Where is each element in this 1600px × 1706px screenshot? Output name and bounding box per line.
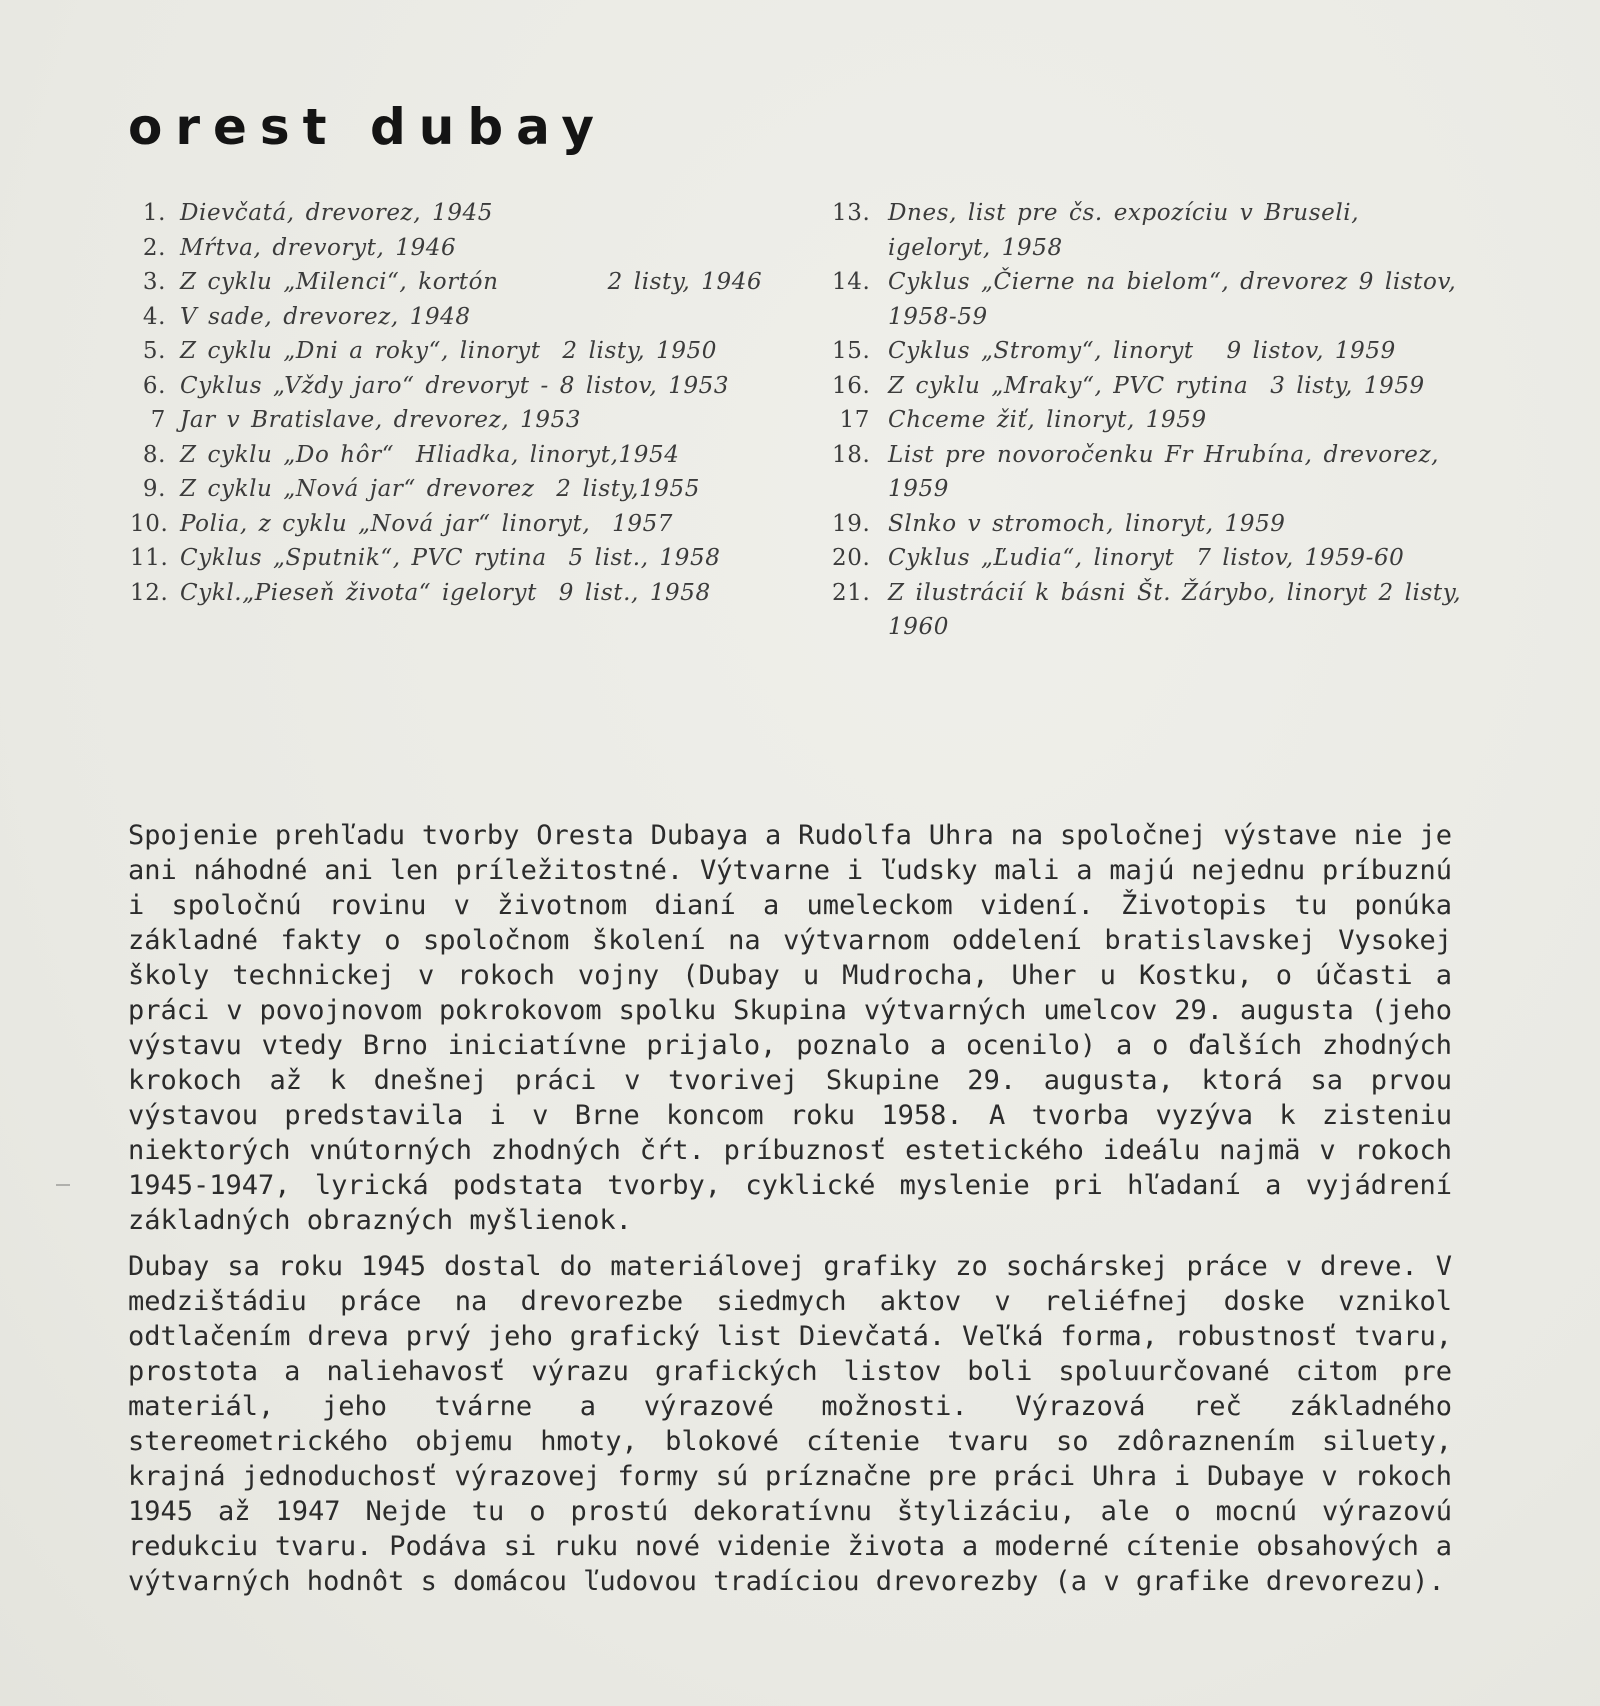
catalog-item-number: 2. (142, 234, 166, 261)
catalog-item-number: 18. (832, 441, 871, 468)
catalog-item (130, 507, 790, 542)
catalog-item-text: Cyklus „Stromy“, linoryt 9 listov, 1959 (888, 338, 1396, 364)
catalog-item-text: Cyklus „Vždy jaro“ drevoryt - 8 listov, 1953 (180, 372, 730, 399)
catalog-item (130, 576, 790, 611)
catalog-item (130, 403, 790, 438)
catalog-item (130, 300, 790, 335)
body-paragraph-2: Dubay sa roku 1945 dostal do materiálovej grafiky zo sochárskej práce v dreve. V medzištádiu práce na drevorezbe siedmych aktov v reliéfnej doske vznikol odtlačením dreva prvý jeho grafický list Dievčatá. Veľká forma, robustnosť tvaru, prostota a naliehavosť výrazu grafických listov boli spoluurčované citom pre materiál, jeho tvárne a výrazové možnosti. Výrazová reč základného stereometrického objemu hmoty, blokové cítenie tvaru so zdôraznením siluety, krajná jednoduchosť výrazovej formy sú príznačne pre práci Uhra i Dubaye v rokoch 1945 až 1947 Nejde tu o prostú dekoratívnu štylizáciu, ale o mocnú výrazovú redukciu tvaru. Podáva si ruku nové videnie života a moderné cítenie obsahových a výtvarných hodnôt s domácou ľudovou tradíciou drevorezby (a v grafike drevorezu). (128, 1251, 1452, 1597)
catalog-item-text: Z cyklu „Dni a roky“, linoryt 2 listy, 1950 (180, 338, 718, 364)
catalog-item-text: Cyklus „Ľudia“, linoryt 7 listov, 1959-60 (888, 545, 1405, 571)
catalog-item-text: Dnes, list pre čs. expozíciu v Bruseli, igeloryt, 1958 (888, 200, 1371, 261)
catalog-item (130, 472, 790, 507)
catalog-item-text: Cyklus „Čierne na bielom“, drevorez 9 listov, 1958-59 (888, 269, 1468, 330)
catalog-item-text: Chceme žiť, linoryt, 1959 (888, 407, 1207, 433)
catalog-item (832, 576, 1472, 645)
catalog-item-text: V sade, drevorez, 1948 (180, 303, 471, 330)
catalog-item-number: 11. (130, 545, 169, 571)
catalog-item (832, 507, 1472, 542)
catalog-item-text: Z cyklu „Do hôr“ Hliadka, linoryt,1954 (180, 441, 680, 468)
catalog-item-number: 7 (150, 407, 166, 433)
catalog-item-number: 3. (142, 269, 166, 295)
catalog-item (832, 403, 1472, 438)
catalog-item-text: Polia, z cyklu „Nová jar“ linoryt, 1957 (180, 510, 674, 537)
catalog-item-number: 12. (130, 579, 169, 606)
catalog-item-text: Z cyklu „Milenci“, kortón 2 listy, 1946 (180, 269, 763, 295)
page-title: orest dubay (128, 98, 607, 156)
catalog-item (130, 231, 790, 266)
catalog-item (832, 369, 1472, 404)
catalog-item-number: 21. (832, 579, 871, 606)
catalog-item-number: 4. (142, 303, 166, 330)
catalog-item-number: 6. (142, 372, 166, 399)
scan-margin-mark (56, 1184, 70, 1186)
catalog-item-number: 14. (832, 269, 871, 295)
catalog-item-number: 5. (142, 338, 166, 364)
catalog-item (130, 265, 790, 300)
catalog-item (832, 334, 1472, 369)
catalog-item-number: 17 (839, 407, 870, 433)
catalog-item (832, 196, 1472, 265)
catalog-item-number: 15. (832, 338, 871, 364)
catalog-item-text: Jar v Bratislave, drevorez, 1953 (180, 407, 582, 433)
catalog-item-number: 13. (832, 200, 871, 226)
catalog-item-text: Z cyklu „Nová jar“ drevorez 2 listy,1955 (180, 476, 700, 502)
catalog-item (832, 265, 1472, 334)
catalog-item-text: Cyklus „Sputnik“, PVC rytina 5 list., 1958 (180, 545, 721, 571)
catalog-item-number: 9. (142, 476, 166, 502)
catalog-item-text: List pre novoročenku Fr Hrubína, drevorez, 1959 (888, 441, 1451, 502)
catalog-item-number: 1. (142, 200, 166, 226)
catalog-item (832, 541, 1472, 576)
catalog-item-text: Mŕtva, drevoryt, 1946 (180, 234, 457, 261)
catalog-item (130, 196, 790, 231)
catalog-item-number: 16. (832, 372, 871, 399)
catalog-item-number: 10. (130, 510, 169, 537)
catalog-list-left (130, 196, 790, 610)
catalog-item (130, 541, 790, 576)
catalog-item (130, 438, 790, 473)
catalog-list-right (832, 196, 1472, 645)
catalog-item-text: Slnko v stromoch, linoryt, 1959 (888, 510, 1286, 537)
catalog-item (130, 334, 790, 369)
catalog-item-number: 20. (832, 545, 871, 571)
catalog-item-text: Cykl.„Pieseň života“ igeloryt 9 list., 1958 (180, 579, 711, 606)
catalog-item-text: Z ilustrácií k básni Št. Žárybo, linoryt 2 listy, 1960 (888, 579, 1473, 640)
catalog-item-number: 19. (832, 510, 871, 537)
catalog-item-text: Dievčatá, drevorez, 1945 (180, 200, 494, 226)
catalog-item (130, 369, 790, 404)
catalog-item-text: Z cyklu „Mraky“, PVC rytina 3 listy, 1959 (888, 372, 1425, 399)
catalog-item-number: 8. (142, 441, 166, 468)
body-paragraph-1: Spojenie prehľadu tvorby Oresta Dubaya a Rudolfa Uhra na spoločnej výstave nie je ani náhodné ani len príležitostné. Výtvarne i ľudsky mali a majú nejednu príbuznú i spoločnú rovinu v životnom dianí a umeleckom videní. Životopis tu ponúka základné fakty o spoločnom školení na výtvarnom oddelení bratislavskej Vysokej školy technickej v rokoch vojny (Dubay u Mudrocha, Uher u Kostku, o účasti a práci v povojnovom pokrokovom spolku Skupina výtvarných umelcov 29. augusta (jeho výstavu vtedy Brno iniciatívne prijalo, poznalo a ocenilo) a o ďalších zhodných krokoch až k dnešnej práci v tvorivej Skupine 29. augusta, ktorá sa prvou výstavou predstavila i v Brne koncom roku 1958. A tvorba vyzýva k zisteniu niektorých vnútorných zhodných čŕt. príbuznosť estetického ideálu najmä v rokoch 1945-1947, lyrická podstata tvorby, cyklické myslenie pri hľadaní a vyjádrení základných obrazných myšlienok. (128, 820, 1452, 1236)
catalog-item (832, 438, 1472, 507)
